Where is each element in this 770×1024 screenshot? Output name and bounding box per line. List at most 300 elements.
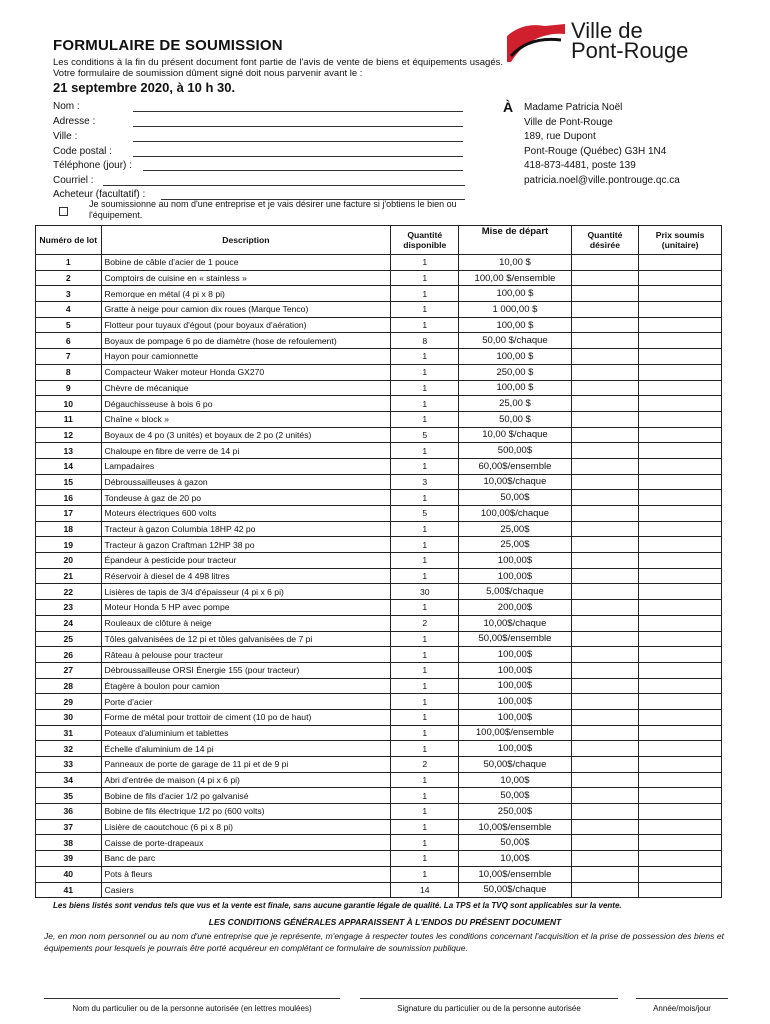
lot-number: 28 <box>36 678 102 694</box>
bid-price-cell[interactable] <box>639 851 722 867</box>
table-row <box>36 427 722 443</box>
nom-input-line[interactable] <box>133 103 463 112</box>
lot-starting-price: 100,00$ <box>459 568 571 584</box>
lot-starting-price: 60,00$/ensemble <box>459 458 571 474</box>
table-row <box>36 819 722 835</box>
lot-quantity: 1 <box>391 364 459 380</box>
desired-quantity-cell[interactable] <box>571 662 639 678</box>
field-code-postal[interactable] <box>53 146 112 157</box>
signature-label: Signature du particulier ou de la personne autorisée <box>397 1004 581 1013</box>
lot-starting-price: 50,00$ <box>459 835 571 851</box>
lot-number: 6 <box>36 333 102 349</box>
lot-number: 34 <box>36 772 102 788</box>
desired-quantity-cell[interactable] <box>571 506 639 522</box>
desired-quantity-cell[interactable] <box>571 835 639 851</box>
bid-price-cell[interactable] <box>639 396 722 412</box>
desired-quantity-cell[interactable] <box>571 615 639 631</box>
lot-quantity: 1 <box>391 490 459 506</box>
field-label-code-postal: Code postal : <box>53 146 112 157</box>
table-row <box>36 725 722 741</box>
lot-description: Réservoir à diesel de 4 498 litres <box>101 568 391 584</box>
desired-quantity-cell[interactable] <box>571 804 639 820</box>
lot-description: Rouleaux de clôture à neige <box>101 615 391 631</box>
bid-price-cell[interactable] <box>639 741 722 757</box>
lot-number: 19 <box>36 537 102 553</box>
lot-number: 5 <box>36 317 102 333</box>
table-row <box>36 662 722 678</box>
lot-description: Échelle d'aluminium de 14 pi <box>101 741 391 757</box>
lot-starting-price: 50,00$/ensemble <box>459 631 571 647</box>
lot-description: Râteau à pelouse pour tracteur <box>101 647 391 663</box>
field-nom[interactable] <box>53 101 80 112</box>
lot-number: 12 <box>36 427 102 443</box>
table-row <box>36 458 722 474</box>
lot-description: Hayon pour camionnette <box>101 349 391 365</box>
lot-number: 25 <box>36 631 102 647</box>
lot-starting-price: 100,00$/chaque <box>459 506 571 522</box>
lot-quantity: 5 <box>391 506 459 522</box>
desired-quantity-cell[interactable] <box>571 537 639 553</box>
lot-quantity: 1 <box>391 600 459 616</box>
lot-quantity: 5 <box>391 427 459 443</box>
header-price: Mise de départ <box>459 226 571 255</box>
field-adresse[interactable] <box>53 116 95 127</box>
desired-quantity-cell[interactable] <box>571 866 639 882</box>
desired-quantity-cell[interactable] <box>571 788 639 804</box>
lot-description: Chèvre de mécanique <box>101 380 391 396</box>
bid-price-cell[interactable] <box>639 882 722 898</box>
bid-price-cell[interactable] <box>639 506 722 522</box>
lot-quantity: 1 <box>391 709 459 725</box>
lot-description: Pots à fleurs <box>101 866 391 882</box>
field-telephone[interactable] <box>53 160 132 171</box>
recipient-email: patricia.noel@ville.pontrouge.qc.ca <box>524 174 680 186</box>
table-row <box>36 286 722 302</box>
lot-starting-price: 1 000,00 $ <box>459 302 571 318</box>
field-courriel[interactable] <box>53 175 94 186</box>
lot-description: Lampadaires <box>101 458 391 474</box>
bid-price-cell[interactable] <box>639 349 722 365</box>
lot-number: 39 <box>36 851 102 867</box>
bid-price-cell[interactable] <box>639 615 722 631</box>
lot-quantity: 1 <box>391 804 459 820</box>
bid-price-cell[interactable] <box>639 286 722 302</box>
lot-quantity: 1 <box>391 255 459 271</box>
bid-price-cell[interactable] <box>639 804 722 820</box>
lot-quantity: 1 <box>391 631 459 647</box>
lot-description: Étagère à boulon pour camion <box>101 678 391 694</box>
bid-price-cell[interactable] <box>639 835 722 851</box>
lot-quantity: 1 <box>391 553 459 569</box>
lot-description: Dégauchisseuse à bois 6 po <box>101 396 391 412</box>
lot-quantity: 1 <box>391 443 459 459</box>
recipient-line: 418-873-4481, poste 139 <box>524 160 636 172</box>
logo-text-line2: Pont-Rouge <box>571 38 689 63</box>
lot-description: Débroussailleuse ORSI Énergie 155 (pour tracteur) <box>101 662 391 678</box>
bid-price-cell[interactable] <box>639 490 722 506</box>
desired-quantity-cell[interactable] <box>571 521 639 537</box>
lot-number: 18 <box>36 521 102 537</box>
bid-price-cell[interactable] <box>639 302 722 318</box>
bid-price-cell[interactable] <box>639 521 722 537</box>
desired-quantity-cell[interactable] <box>571 553 639 569</box>
date-label: Année/mois/jour <box>653 1004 711 1013</box>
table-row <box>36 302 722 318</box>
desired-quantity-cell[interactable] <box>571 851 639 867</box>
lot-starting-price: 500,00$ <box>459 443 571 459</box>
lot-starting-price: 250,00$ <box>459 804 571 820</box>
bid-price-cell[interactable] <box>639 317 722 333</box>
lot-description: Tôles galvanisées de 12 pi et tôles galvanisées de 7 pi <box>101 631 391 647</box>
bid-price-cell[interactable] <box>639 788 722 804</box>
desired-quantity-cell[interactable] <box>571 600 639 616</box>
lot-number: 27 <box>36 662 102 678</box>
table-row <box>36 647 722 663</box>
lot-number: 37 <box>36 819 102 835</box>
table-row <box>36 553 722 569</box>
bid-price-cell[interactable] <box>639 458 722 474</box>
lot-quantity: 1 <box>391 851 459 867</box>
lot-description: Lisière de caoutchouc (6 pi x 8 pi) <box>101 819 391 835</box>
lot-starting-price: 50,00$ <box>459 788 571 804</box>
lot-number: 7 <box>36 349 102 365</box>
ville-pont-rouge-logo <box>505 20 720 68</box>
lot-quantity: 30 <box>391 584 459 600</box>
lot-quantity: 1 <box>391 568 459 584</box>
desired-quantity-cell[interactable] <box>571 772 639 788</box>
recipient-address <box>524 101 680 189</box>
lot-quantity: 1 <box>391 866 459 882</box>
header-qty: Quantité disponible <box>391 226 459 255</box>
lot-number: 3 <box>36 286 102 302</box>
field-ville[interactable] <box>53 131 77 142</box>
bid-price-cell[interactable] <box>639 631 722 647</box>
lot-description: Lisières de tapis de 3/4 d'épaisseur (4 pi x 6 pi) <box>101 584 391 600</box>
ville-input-line[interactable] <box>133 133 463 142</box>
lot-description: Chaloupe en fibre de verre de 14 pi <box>101 443 391 459</box>
table-row <box>36 537 722 553</box>
lot-number: 33 <box>36 757 102 773</box>
table-row <box>36 584 722 600</box>
lot-starting-price: 10,00 $/chaque <box>459 427 571 443</box>
lot-quantity: 1 <box>391 302 459 318</box>
name-signature-line[interactable] <box>44 998 340 999</box>
lot-description: Tondeuse à gaz de 20 po <box>101 490 391 506</box>
lot-number: 2 <box>36 270 102 286</box>
table-row <box>36 741 722 757</box>
desired-quantity-cell[interactable] <box>571 427 639 443</box>
desired-quantity-cell[interactable] <box>571 286 639 302</box>
lot-quantity: 1 <box>391 411 459 427</box>
lot-starting-price: 100,00 $ <box>459 380 571 396</box>
lot-number: 20 <box>36 553 102 569</box>
lot-starting-price: 50,00 $ <box>459 411 571 427</box>
lot-starting-price: 10,00$/ensemble <box>459 866 571 882</box>
desired-quantity-cell[interactable] <box>571 270 639 286</box>
table-row <box>36 631 722 647</box>
recipient-line: Ville de Pont-Rouge <box>524 116 613 128</box>
table-row <box>36 804 722 820</box>
table-row <box>36 788 722 804</box>
field-label-adresse: Adresse : <box>53 116 96 127</box>
desired-quantity-cell[interactable] <box>571 490 639 506</box>
bid-price-cell[interactable] <box>639 725 722 741</box>
lot-starting-price: 100,00 $/ensemble <box>459 270 571 286</box>
lot-description: Bobine de fils électrique 1/2 po (600 volts) <box>101 804 391 820</box>
desired-quantity-cell[interactable] <box>571 584 639 600</box>
table-row <box>36 521 722 537</box>
desired-quantity-cell[interactable] <box>571 757 639 773</box>
company-invoice-checkbox[interactable] <box>59 207 68 216</box>
table-row <box>36 396 722 412</box>
lot-starting-price: 100,00 $ <box>459 317 571 333</box>
lot-starting-price: 100,00$ <box>459 662 571 678</box>
lot-description: Gratte à neige pour camion dix roues (Marque Tenco) <box>101 302 391 318</box>
lot-quantity: 1 <box>391 286 459 302</box>
table-row <box>36 709 722 725</box>
lot-description: Comptoirs de cuisine en « stainless » <box>101 270 391 286</box>
lot-number: 13 <box>36 443 102 459</box>
lot-number: 8 <box>36 364 102 380</box>
lot-starting-price: 25,00$ <box>459 537 571 553</box>
lot-quantity: 2 <box>391 615 459 631</box>
footnote: Les biens listés sont vendus tels que vus et la vente est finale, sans aucune garantie légale de qualité. La TPS et la TVQ sont applicables sur la vente. <box>53 901 622 910</box>
lot-number: 4 <box>36 302 102 318</box>
desired-quantity-cell[interactable] <box>571 474 639 490</box>
header-bid: Prix soumis (unitaire) <box>639 226 722 255</box>
lot-number: 26 <box>36 647 102 663</box>
bid-price-cell[interactable] <box>639 411 722 427</box>
field-label-telephone: Téléphone (jour) : <box>53 160 132 171</box>
lot-description: Forme de métal pour trottoir de ciment (10 po de haut) <box>101 709 391 725</box>
bid-price-cell[interactable] <box>639 537 722 553</box>
date-line[interactable] <box>636 998 728 999</box>
field-label-ville: Ville : <box>53 131 78 142</box>
table-row <box>36 851 722 867</box>
lot-description: Casiers <box>101 882 391 898</box>
desired-quantity-cell[interactable] <box>571 380 639 396</box>
desired-quantity-cell[interactable] <box>571 255 639 271</box>
lot-starting-price: 200,00$ <box>459 600 571 616</box>
recipient-line: 189, rue Dupont <box>524 131 596 143</box>
bid-price-cell[interactable] <box>639 600 722 616</box>
signature-line[interactable] <box>360 998 618 999</box>
lot-description: Débroussailleuses à gazon <box>101 474 391 490</box>
desired-quantity-cell[interactable] <box>571 647 639 663</box>
lot-quantity: 14 <box>391 882 459 898</box>
desired-quantity-cell[interactable] <box>571 568 639 584</box>
lot-number: 10 <box>36 396 102 412</box>
lot-starting-price: 100,00$ <box>459 647 571 663</box>
bid-price-cell[interactable] <box>639 427 722 443</box>
bid-price-cell[interactable] <box>639 709 722 725</box>
logo-text-line1: Ville de <box>571 18 643 43</box>
lots-body <box>36 255 722 898</box>
lot-starting-price: 25,00 $ <box>459 396 571 412</box>
lot-quantity: 1 <box>391 270 459 286</box>
table-row <box>36 600 722 616</box>
table-row <box>36 568 722 584</box>
lot-description: Moteur Honda 5 HP avec pompe <box>101 600 391 616</box>
lot-description: Abri d'entrée de maison (4 pi x 6 pi) <box>101 772 391 788</box>
lot-description: Boyaux de pompage 6 po de diamètre (hose de refoulement) <box>101 333 391 349</box>
desired-quantity-cell[interactable] <box>571 317 639 333</box>
lot-description: Épandeur à pesticide pour tracteur <box>101 553 391 569</box>
lot-starting-price: 50,00$ <box>459 490 571 506</box>
bid-price-cell[interactable] <box>639 443 722 459</box>
lot-number: 38 <box>36 835 102 851</box>
lot-quantity: 3 <box>391 474 459 490</box>
recipient-line: Madame Patricia Noël <box>524 102 623 113</box>
field-label-nom: Nom : <box>53 101 80 112</box>
bid-price-cell[interactable] <box>639 364 722 380</box>
lot-description: Bobine de câble d'acier de 1 pouce <box>101 255 391 271</box>
lot-quantity: 2 <box>391 757 459 773</box>
lot-number: 41 <box>36 882 102 898</box>
bid-price-cell[interactable] <box>639 568 722 584</box>
lot-starting-price: 10,00$ <box>459 851 571 867</box>
desired-quantity-cell[interactable] <box>571 819 639 835</box>
lot-number: 31 <box>36 725 102 741</box>
lot-description: Tracteur à gazon Craftman 12HP 38 po <box>101 537 391 553</box>
lot-number: 23 <box>36 600 102 616</box>
header-want: Quantité désirée <box>571 226 639 255</box>
desired-quantity-cell[interactable] <box>571 725 639 741</box>
lot-number: 32 <box>36 741 102 757</box>
lot-starting-price: 100,00$ <box>459 553 571 569</box>
lot-description: Tracteur à gazon Columbia 18HP 42 po <box>101 521 391 537</box>
header-desc: Description <box>101 226 391 255</box>
lot-starting-price: 50,00 $/chaque <box>459 333 571 349</box>
adresse-input-line[interactable] <box>133 118 463 127</box>
desired-quantity-cell[interactable] <box>571 694 639 710</box>
lot-description: Poteaux d'aluminium et tablettes <box>101 725 391 741</box>
desired-quantity-cell[interactable] <box>571 741 639 757</box>
desired-quantity-cell[interactable] <box>571 349 639 365</box>
desired-quantity-cell[interactable] <box>571 443 639 459</box>
bid-price-cell[interactable] <box>639 270 722 286</box>
table-row <box>36 506 722 522</box>
bid-price-cell[interactable] <box>639 647 722 663</box>
lot-number: 17 <box>36 506 102 522</box>
lot-starting-price: 50,00$/chaque <box>459 882 571 898</box>
table-row <box>36 757 722 773</box>
table-row <box>36 882 722 898</box>
telephone-input-line[interactable] <box>143 162 463 171</box>
lot-description: Bobine de fils d'acier 1/2 po galvanisé <box>101 788 391 804</box>
bid-price-cell[interactable] <box>639 757 722 773</box>
recipient-line: Pont-Rouge (Québec) G3H 1N4 <box>524 145 667 157</box>
lot-description: Moteurs électriques 600 volts <box>101 506 391 522</box>
desired-quantity-cell[interactable] <box>571 882 639 898</box>
lot-starting-price: 100,00$ <box>459 741 571 757</box>
lot-quantity: 1 <box>391 819 459 835</box>
desired-quantity-cell[interactable] <box>571 631 639 647</box>
table-row <box>36 364 722 380</box>
lot-starting-price: 10,00 $ <box>459 255 571 271</box>
table-row <box>36 380 722 396</box>
code-postal-input-line[interactable] <box>133 148 463 157</box>
page-title: FORMULAIRE DE SOUMISSION <box>53 37 283 54</box>
lot-number: 14 <box>36 458 102 474</box>
lot-number: 22 <box>36 584 102 600</box>
bid-price-cell[interactable] <box>639 819 722 835</box>
lot-number: 1 <box>36 255 102 271</box>
lots-table <box>35 225 722 898</box>
bid-price-cell[interactable] <box>639 380 722 396</box>
lot-number: 9 <box>36 380 102 396</box>
lot-quantity: 1 <box>391 521 459 537</box>
lot-starting-price: 100,00 $ <box>459 349 571 365</box>
desired-quantity-cell[interactable] <box>571 302 639 318</box>
lot-number: 16 <box>36 490 102 506</box>
lot-starting-price: 100,00 $ <box>459 286 571 302</box>
bid-price-cell[interactable] <box>639 678 722 694</box>
table-header-row <box>36 226 722 255</box>
table-row <box>36 317 722 333</box>
bid-price-cell[interactable] <box>639 772 722 788</box>
lot-description: Flotteur pour tuyaux d'égout (pour boyaux d'aération) <box>101 317 391 333</box>
desired-quantity-cell[interactable] <box>571 458 639 474</box>
bid-price-cell[interactable] <box>639 255 722 271</box>
lot-quantity: 1 <box>391 694 459 710</box>
desired-quantity-cell[interactable] <box>571 678 639 694</box>
desired-quantity-cell[interactable] <box>571 411 639 427</box>
lot-number: 11 <box>36 411 102 427</box>
bid-price-cell[interactable] <box>639 553 722 569</box>
table-row <box>36 694 722 710</box>
desired-quantity-cell[interactable] <box>571 364 639 380</box>
lot-quantity: 1 <box>391 396 459 412</box>
bid-price-cell[interactable] <box>639 584 722 600</box>
bid-price-cell[interactable] <box>639 474 722 490</box>
table-row <box>36 349 722 365</box>
lot-starting-price: 5,00$/chaque <box>459 584 571 600</box>
lot-starting-price: 50,00$/chaque <box>459 757 571 773</box>
lot-quantity: 1 <box>391 772 459 788</box>
bid-price-cell[interactable] <box>639 333 722 349</box>
bid-price-cell[interactable] <box>639 866 722 882</box>
table-row <box>36 474 722 490</box>
lot-quantity: 1 <box>391 537 459 553</box>
desired-quantity-cell[interactable] <box>571 709 639 725</box>
lot-quantity: 1 <box>391 662 459 678</box>
bid-price-cell[interactable] <box>639 662 722 678</box>
table-row <box>36 866 722 882</box>
lot-starting-price: 100,00$/ensemble <box>459 725 571 741</box>
desired-quantity-cell[interactable] <box>571 333 639 349</box>
table-row <box>36 333 722 349</box>
table-row <box>36 255 722 271</box>
lot-number: 21 <box>36 568 102 584</box>
lot-starting-price: 100,00$ <box>459 709 571 725</box>
bid-price-cell[interactable] <box>639 694 722 710</box>
intro-text: Les conditions à la fin du présent document font partie de l'avis de vente de biens et équipements usagés. Votre formulaire de soumission dûment signé doit nous parvenir avant le : <box>53 57 503 79</box>
table-row <box>36 835 722 851</box>
courriel-input-line[interactable] <box>103 177 465 186</box>
name-signature-label: Nom du particulier ou de la personne autorisée (en lettres moulées) <box>72 1004 312 1013</box>
table-row <box>36 615 722 631</box>
lot-description: Banc de parc <box>101 851 391 867</box>
header-num: Numéro de lot <box>36 226 102 255</box>
lot-number: 24 <box>36 615 102 631</box>
desired-quantity-cell[interactable] <box>571 396 639 412</box>
lot-quantity: 1 <box>391 349 459 365</box>
lot-starting-price: 10,00$/chaque <box>459 474 571 490</box>
conditions-text: Je, en mon nom personnel ou au nom d'une entreprise que je représente, m'engage à respecter toutes les conditions concernant l'acquisition et la prise de possession des biens et équipements pour lesquels je pourrais être porté acquéreur en complétant ce formulaire de soumission publique. <box>44 931 724 953</box>
table-row <box>36 411 722 427</box>
company-invoice-label: Je soumissionne au nom d'une entreprise et je vais désirer une facture si j'obtiens le bien ou l'équipement. <box>89 199 457 220</box>
